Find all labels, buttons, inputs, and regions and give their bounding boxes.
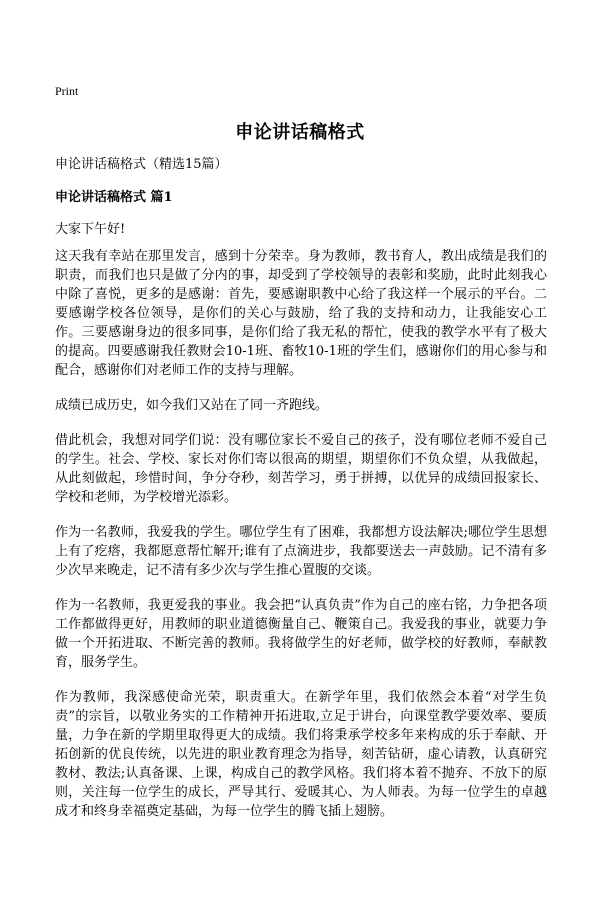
paragraph-2: 成绩已成历史，如今我们又站在了同一齐跑线。 [55,398,329,413]
document-title: 申论讲话稿格式 [235,122,365,143]
paragraph-1: 这天我有幸站在那里发言，感到十分荣幸。身为教师，教书育人，教出成绩是我们的职责，而我们也只是做了分内的事，却受到了学校领导的表彰和奖励，此时此刻我心中除了喜悦，更多的是感谢：首先，要感谢职教中心给了我这样一个展示的平台。二要感谢学校各位领导，是你们的关心与鼓励，给了我的支持和动力，让我能安心工作。三要感谢身边的很多同事，是你们给了我无私的帮忙，使我的教学水平有了极大的提高。四要感谢我任教财会10-1班、畜牧10-1班的学生们，感谢你们的用心参与和配合，感谢你们对老师工作的支持与理解。 [55,249,547,378]
paragraph-4: 作为一名教师，我爱我的学生。哪位学生有了困难，我都想方设法解决;哪位学生思想上有了疙瘩，我都愿意帮忙解开;谁有了点滴进步，我都要送去一声鼓励。记不清有多少次早来晚走，记不清有多少次与学生推心置腹的交谈。 [55,525,547,578]
section-heading: 申论讲话稿格式 篇1 [55,190,173,205]
paragraph-3: 借此机会，我想对同学们说：没有哪位家长不爱自己的孩子，没有哪位老师不爱自己的学生。社会、学校、家长对你们寄以很高的期望，期望你们不负众望，从我做起，从此刻做起，珍惜时间，争分夺秒，刻苦学习，勇于拼搏，以优异的成绩回报家长、学校和老师，为学校增光添彩。 [55,433,547,505]
body-text [55,247,547,837]
print-label: Print [55,84,79,98]
greeting-line: 大家下午好! [55,222,126,237]
paragraph-5: 作为一名教师，我更爱我的事业。我会把“认真负责”作为自己的座右铭，力争把各项工作都做得更好，用教师的职业道德衡量自己、鞭策自己。我爱我的事业，就要力争做一个开拓进取、不断完善的教师。我将做学生的好老师，做学校的好教师，奉献教育，服务学生。 [55,598,547,670]
document-subtitle: 申论讲话稿格式（精选15篇） [55,157,228,172]
paragraph-6: 作为教师，我深感使命光荣，职责重大。在新学年里，我们依然会本着“对学生负责”的宗旨，以敬业务实的工作精神开拓进取,立足于讲台，向课堂教学要效率、要质量，力争在新的学期里取得更大的成绩。我们将秉承学校多年来构成的乐于奉献、开拓创新的优良传统，以先进的职业教育理念为指导，刻苦钻研，虚心请教，认真研究教材、教法;认真备课、上课，构成自己的教学风格。我们将本着不抛弃、不放下的原则，关注每一位学生的成长，严导其行、爱暖其心、为人师表。为每一位学生的卓越成才和终身幸福奠定基础，为每一位学生的腾飞插上翅膀。 [55,690,547,819]
